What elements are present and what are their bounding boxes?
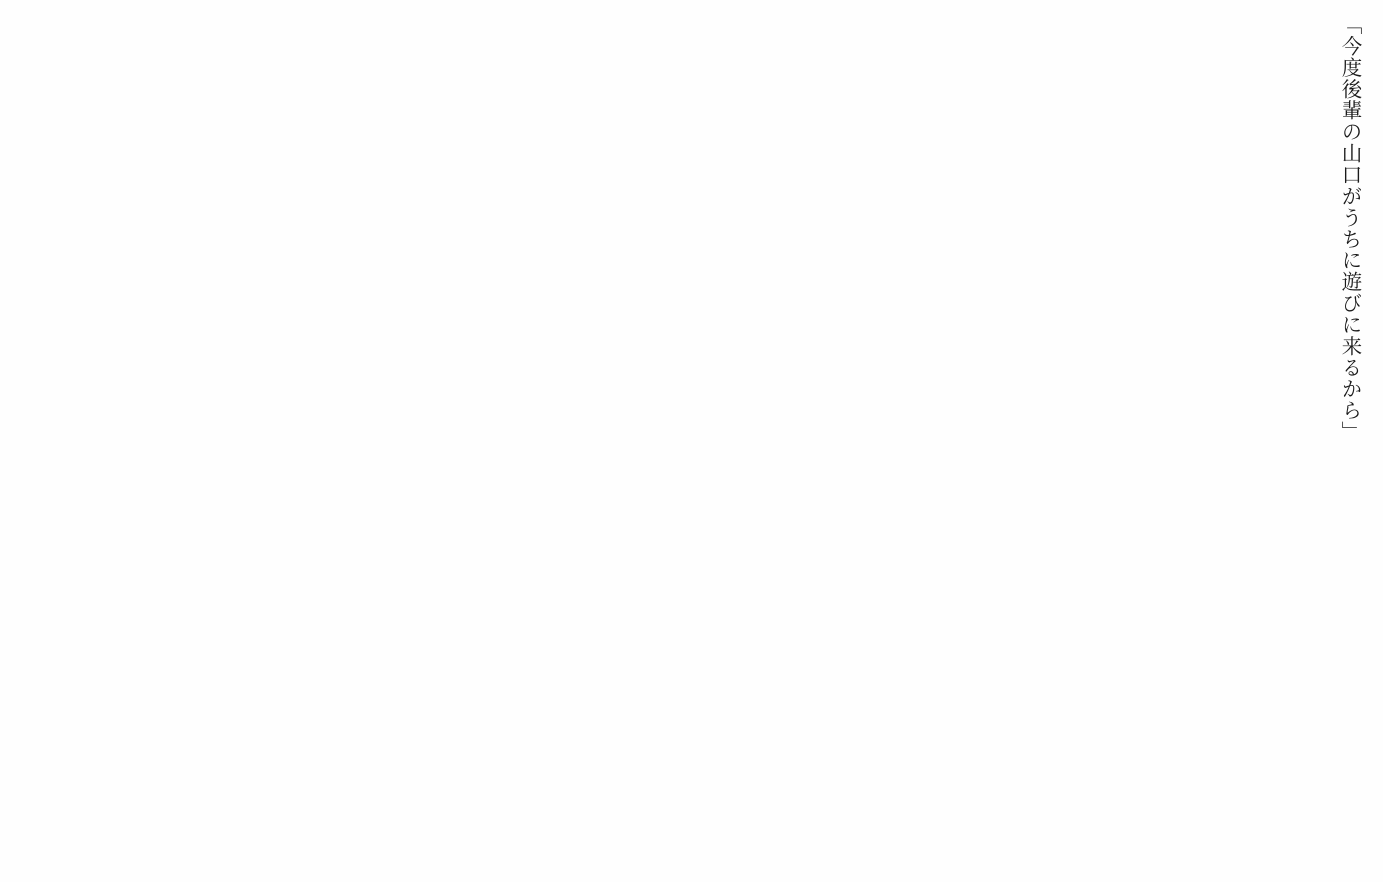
text-line xyxy=(1334,0,1365,14)
text-line: 「今度後輩の山口がうちに遊びに来るから」 xyxy=(1338,14,1362,443)
vertical-text-body xyxy=(14,14,1365,868)
